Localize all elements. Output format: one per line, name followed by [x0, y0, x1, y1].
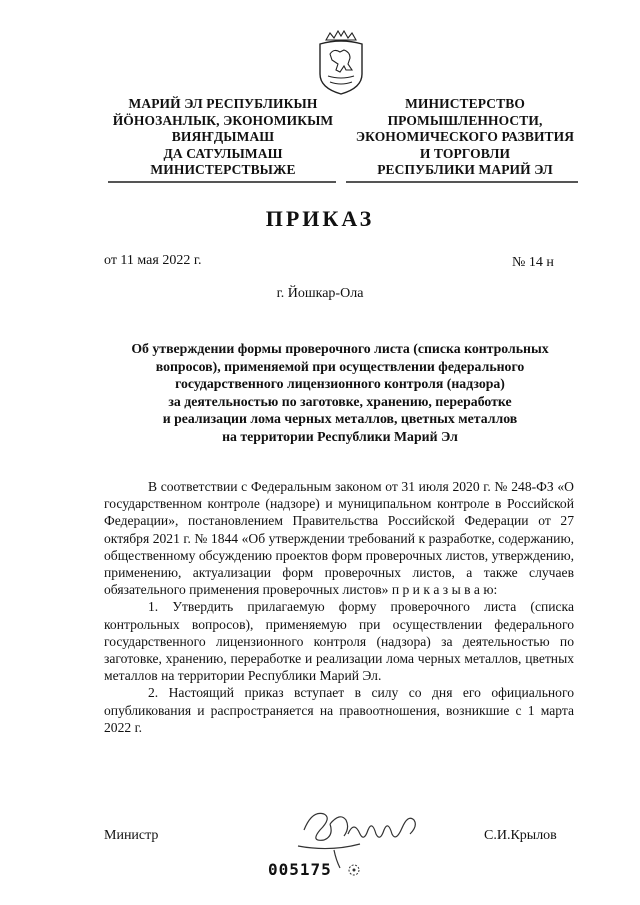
issue-city: г. Йошкар-Ола — [276, 286, 364, 301]
handwritten-signature — [290, 790, 440, 870]
coat-of-arms-emblem — [314, 30, 368, 96]
signatory-name: С.И.Крылов — [484, 828, 557, 843]
header-divider-left — [108, 181, 336, 183]
ministry-name-russian: МИНИСТЕРСТВО ПРОМЫШЛЕННОСТИ, ЭКОНОМИЧЕСКОГО РАЗВИТИЯ И ТОРГОВЛИ РЕСПУБЛИКИ МАРИЙ ЭЛ — [355, 96, 575, 177]
order-number: № 14 н — [512, 255, 554, 270]
order-date: от 11 мая 2022 г. — [104, 253, 202, 268]
stamp-mark-icon — [346, 862, 362, 878]
ministry-name-mari: МАРИЙ ЭЛ РЕСПУБЛИКЫН ЙÖНОЗАНЛЫК, ЭКОНОМИКЫМ ВИЯҤДЫМАШ ДА САТУЛЫМАШ МИНИСТЕРСТВЫЖЕ — [112, 96, 334, 177]
order-subject: Об утверждении формы проверочного листа (списка контрольных вопросов), применяемой при осуществлении федерального государственного лицензионного контроля (надзора) за деятельностью по заготовке, хранению, переработке и реализации лома черных металлов, цветных металлов на территории Республики Марий Эл — [131, 341, 549, 444]
document-title: ПРИКАЗ — [265, 206, 375, 231]
header-divider-right — [346, 181, 578, 183]
clause-2-paragraph: 2. Настоящий приказ вступает в силу со дня его официального опубликования и распространяется на правоотношения, возникшие с 1 марта 2022 г. — [104, 685, 574, 735]
registration-number: 005175 — [268, 860, 332, 879]
clause-1-paragraph: 1. Утвердить прилагаемую форму проверочного листа (списка контрольных вопросов), применяемую при осуществлении федерального государственного лицензионного контроля (надзора) за деятельностью по заготовке, хранению, переработке и реализации лома черных металлов, цветных металлов на территории Республики Марий Эл. — [104, 599, 574, 684]
order-body — [104, 478, 574, 736]
signatory-title: Министр — [104, 828, 159, 843]
preamble-paragraph: В соответствии с Федеральным законом от 31 июля 2020 г. № 248-ФЗ «О государственном контроле (надзоре) и муниципальном контроле в Российской Федерации», постановлением Правительства Российской Федерации от 27 октября 2021 г. № 1844 «Об утверждении требований к разработке, содержанию, общественному обсуждению проектов форм проверочных листов, утверждению, применению, актуализации форм проверочных листов, а также случаев обязательного применения проверочных листов» п р и к а з ы в а ю: — [104, 479, 574, 598]
